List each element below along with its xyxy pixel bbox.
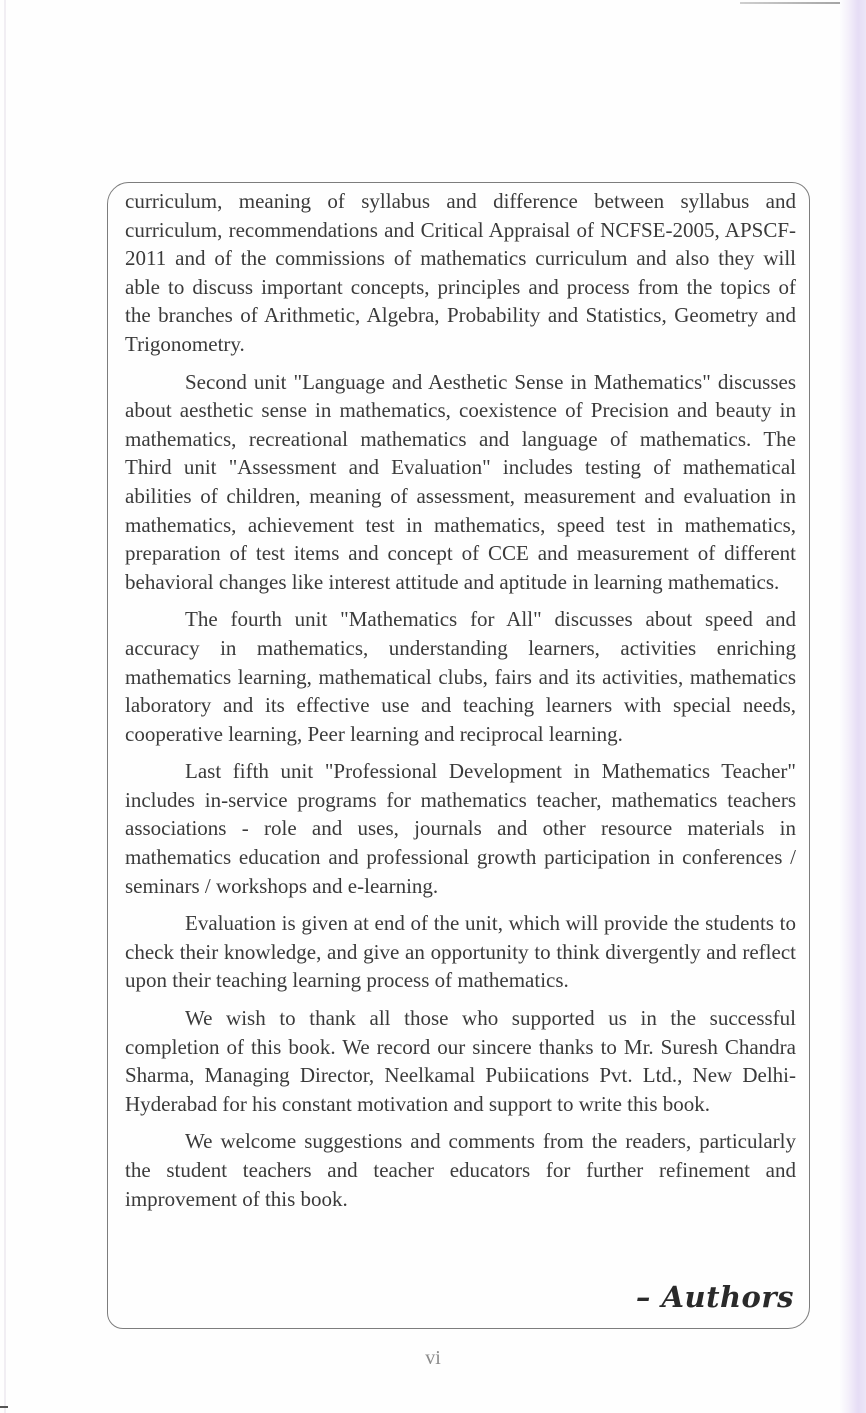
- preface-body: [125, 187, 796, 1213]
- paragraph: Evaluation is given at end of the unit, which will provide the students to check their knowledge, and give an opportunity to think divergently and reflect upon their teaching learning process of mathematics.: [125, 911, 796, 993]
- scan-mark: [0, 1406, 8, 1408]
- authors-signoff: – Authors: [635, 1280, 794, 1314]
- page-left-edge: [4, 0, 6, 1413]
- page-number: vi: [425, 1347, 441, 1369]
- paragraph: We welcome suggestions and comments from the readers, particularly the student teachers and teacher educators for further refinement and improvement of this book.: [125, 1129, 796, 1211]
- paragraph: Second unit "Language and Aesthetic Sense in Mathematics" discusses about aesthetic sense in mathematics, coexistence of Precision and beauty in mathematics, recreational mathematics and language of mathematics. The Third unit "Assessment and Evaluation" includes testing of mathematical abilities of children, meaning of assessment, measurement and evaluation in mathematics, achievement test in mathematics, speed test in mathematics, preparation of test items and concept of CCE and measurement of different behavioral changes like interest attitude and aptitude in learning mathematics.: [125, 369, 796, 594]
- page-gutter-shadow: [840, 0, 866, 1413]
- paragraph: We wish to thank all those who supported us in the successful completion of this book. We record our sincere thanks to Mr. Suresh Chandra Sharma, Managing Director, Neelkamal Pubiications Pvt. Ltd., New Delhi-Hyderabad for his constant motivation and support to write this book.: [125, 1006, 796, 1116]
- paragraph: curriculum, meaning of syllabus and difference between syllabus and curriculum, recommendations and Critical Appraisal of NCFSE-2005, APSCF-2011 and of the commissions of mathematics curriculum and also they will able to discuss important concepts, principles and process from the topics of the branches of Arithmetic, Algebra, Probability and Statistics, Geometry and Trigonometry.: [125, 189, 796, 356]
- paragraph: The fourth unit "Mathematics for All" discusses about speed and accuracy in mathematics, understanding learners, activities enriching mathematics learning, mathematical clubs, fairs and its activities, mathematics laboratory and its effective use and teaching learners with special needs, cooperative learning, Peer learning and reciprocal learning.: [125, 607, 796, 746]
- paragraph: Last fifth unit "Professional Development in Mathematics Teacher" includes in-service programs for mathematics teacher, mathematics teachers associations - role and uses, journals and other resource materials in mathematics education and professional growth participation in conferences / seminars / workshops and e-learning.: [125, 759, 796, 898]
